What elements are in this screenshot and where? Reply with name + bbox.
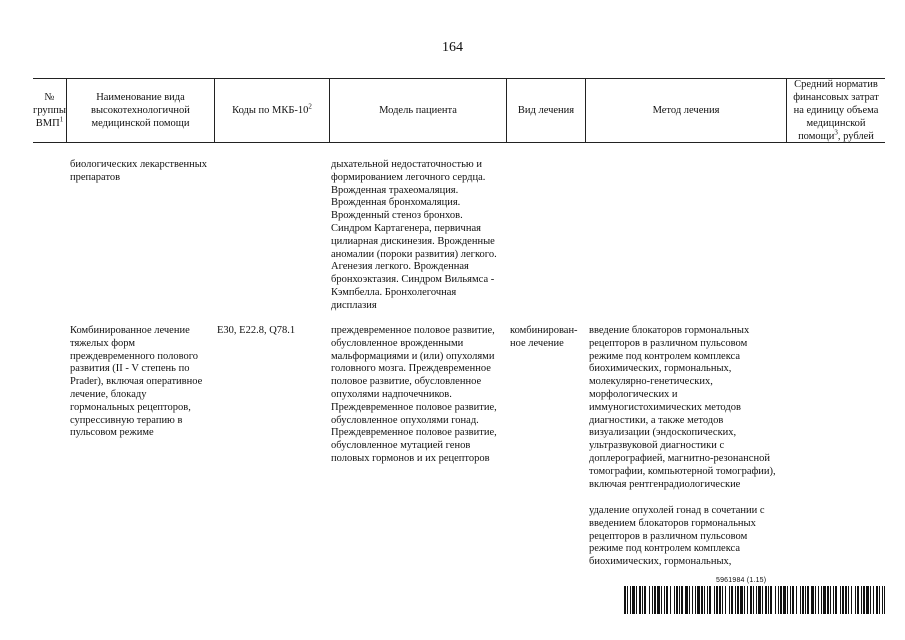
header-cost-text: Средний норматив финансовых затрат на единицу объема медицинской помощи	[793, 78, 879, 142]
page-number: 164	[442, 40, 463, 55]
row2-name: Комбинированное лечение тяжелых форм преждевременного полового развития (II - V степень по Prader), включая оперативное лечение, блокаду гормональных рецепторов, супрессивную терапию в пульсовом режиме	[70, 325, 203, 439]
barcode-image	[624, 586, 885, 614]
header-group-text: № группы ВМП	[33, 91, 66, 129]
header-cost-footnote: 3	[834, 128, 838, 136]
header-method	[586, 78, 786, 142]
header-method-text: Метод лечения	[652, 104, 720, 116]
row2-method-2: удаление опухолей гонад в сочетании с введением блокаторов гормональных рецепторов в различном пульсовом режиме под контролем комплекса биохимических, гормональных,	[589, 505, 765, 568]
header-treatment-type	[507, 78, 585, 142]
row2-treatment-type: комбинирован- ное лечение	[510, 325, 578, 349]
header-name	[67, 78, 214, 142]
header-cost-tail: , рублей	[837, 130, 874, 142]
row2-model: преждевременное половое развитие, обусловленное врожденными мальформациями и (или) опухолями головного мозга. Преждевременное половое развитие, обусловленное опухолями надпочечников. Преждевременное половое развитие, обусловленное опухолями гонад. Преждевременное половое развитие, обусловленное мутацией генов половых гормонов и их рецепторов	[331, 325, 497, 464]
header-group-footnote: 1	[59, 115, 64, 123]
header-treatment-type-text: Вид лечения	[517, 104, 575, 116]
row1-model: дыхательной недостаточностью и формированием легочного сердца. Врожденная трахеомаляция. Врожденная бронхомаляция. Врожденный стеноз бронхов. Синдром Картагенера, первичная цилиарная дискинезия. Врожденные аномалии (пороки развития) легкого. Агенезия легкого. Врожденная бронхоэктазия. Синдром Вильямса - Кэмпбелла. Бронхолегочная дисплазия	[331, 159, 497, 311]
header-name-text: Наименование вида высокотехнологичной медицинской помощи	[91, 91, 190, 129]
header-codes-text: Коды по МКБ-10	[232, 104, 309, 116]
row1-name: биологических лекарственных препаратов	[70, 159, 208, 183]
header-model	[330, 78, 506, 142]
row2-method-1: введение блокаторов гормональных рецепторов в различном пульсовом режиме под контролем комплекса биохимических, гормональных, молекулярно-генетических, морфологических и иммуногистохимических методов диагностики, а также методов визуализации (эндоскопических, ультразвуковой диагностики с доплерографией, магнитно-резонансной томографии, компьютерной томографии), включая рентгенрадиологические	[589, 325, 776, 490]
row2-codes: E30, E22.8, Q78.1	[217, 325, 296, 336]
header-model-text: Модель пациента	[379, 104, 457, 116]
header-cost	[787, 78, 885, 142]
barcode-number: 5961984 (1.15)	[716, 577, 767, 584]
table-header-bottom-border	[33, 142, 885, 143]
header-group	[33, 78, 66, 142]
header-codes	[215, 78, 329, 142]
header-codes-footnote: 2	[308, 102, 312, 110]
